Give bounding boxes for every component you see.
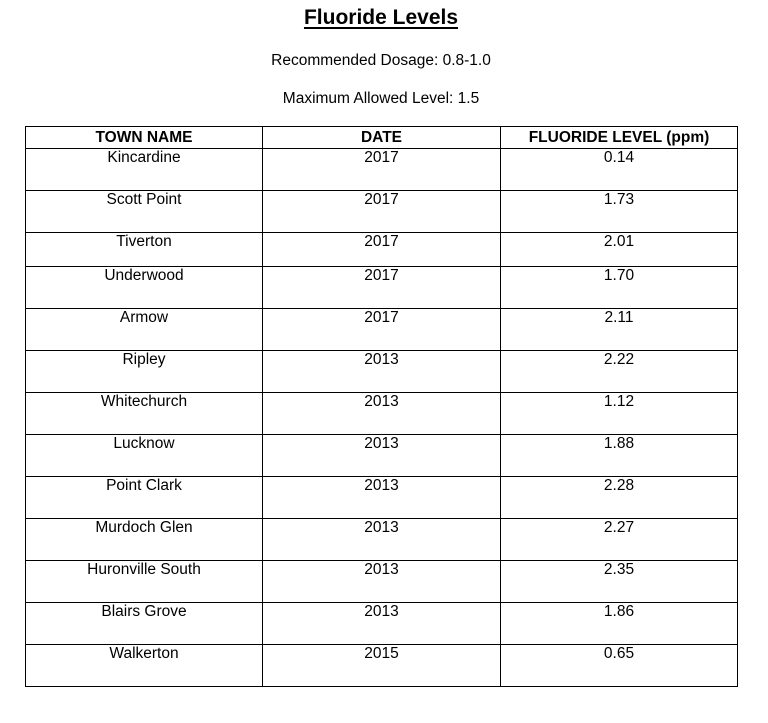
column-header-date: DATE [263, 127, 501, 149]
cell-fluoride-level: 1.73 [501, 191, 738, 233]
table-row [26, 603, 738, 645]
cell-date: 2017 [263, 149, 501, 191]
table-row [26, 645, 738, 687]
cell-town: Ripley [26, 351, 263, 393]
cell-date: 2013 [263, 561, 501, 603]
maximum-level-line: Maximum Allowed Level: 1.5 [282, 90, 480, 107]
cell-town: Armow [26, 309, 263, 351]
table-row [26, 561, 738, 603]
page-title: Fluoride Levels [303, 6, 459, 29]
table-row [26, 191, 738, 233]
cell-town: Blairs Grove [26, 603, 263, 645]
cell-fluoride-level: 2.01 [501, 233, 738, 267]
table-body [26, 149, 738, 687]
cell-fluoride-level: 1.86 [501, 603, 738, 645]
cell-town: Underwood [26, 267, 263, 309]
cell-fluoride-level: 2.11 [501, 309, 738, 351]
cell-fluoride-level: 2.22 [501, 351, 738, 393]
cell-date: 2013 [263, 393, 501, 435]
fluoride-table [25, 126, 738, 687]
cell-fluoride-level: 2.28 [501, 477, 738, 519]
cell-date: 2015 [263, 645, 501, 687]
table-row [26, 477, 738, 519]
cell-fluoride-level: 2.35 [501, 561, 738, 603]
cell-town: Huronville South [26, 561, 263, 603]
cell-town: Lucknow [26, 435, 263, 477]
table-row [26, 267, 738, 309]
cell-town: Scott Point [26, 191, 263, 233]
table-row [26, 435, 738, 477]
cell-fluoride-level: 1.70 [501, 267, 738, 309]
cell-date: 2017 [263, 309, 501, 351]
cell-fluoride-level: 2.27 [501, 519, 738, 561]
cell-date: 2013 [263, 603, 501, 645]
cell-town: Tiverton [26, 233, 263, 267]
cell-date: 2013 [263, 351, 501, 393]
table-row [26, 149, 738, 191]
table-row [26, 309, 738, 351]
cell-town: Murdoch Glen [26, 519, 263, 561]
cell-fluoride-level: 0.65 [501, 645, 738, 687]
cell-town: Kincardine [26, 149, 263, 191]
table-header-row [26, 127, 738, 149]
cell-town: Point Clark [26, 477, 263, 519]
cell-town: Walkerton [26, 645, 263, 687]
cell-date: 2017 [263, 191, 501, 233]
cell-town: Whitechurch [26, 393, 263, 435]
table-row [26, 233, 738, 267]
cell-fluoride-level: 1.88 [501, 435, 738, 477]
recommended-dosage-line: Recommended Dosage: 0.8-1.0 [271, 52, 491, 69]
cell-date: 2017 [263, 233, 501, 267]
table-row [26, 351, 738, 393]
cell-fluoride-level: 0.14 [501, 149, 738, 191]
cell-date: 2013 [263, 435, 501, 477]
cell-date: 2013 [263, 519, 501, 561]
cell-date: 2017 [263, 267, 501, 309]
column-header-fluoride: FLUORIDE LEVEL (ppm) [501, 127, 738, 149]
table-row [26, 393, 738, 435]
table-row [26, 519, 738, 561]
cell-fluoride-level: 1.12 [501, 393, 738, 435]
column-header-town: TOWN NAME [26, 127, 263, 149]
cell-date: 2013 [263, 477, 501, 519]
